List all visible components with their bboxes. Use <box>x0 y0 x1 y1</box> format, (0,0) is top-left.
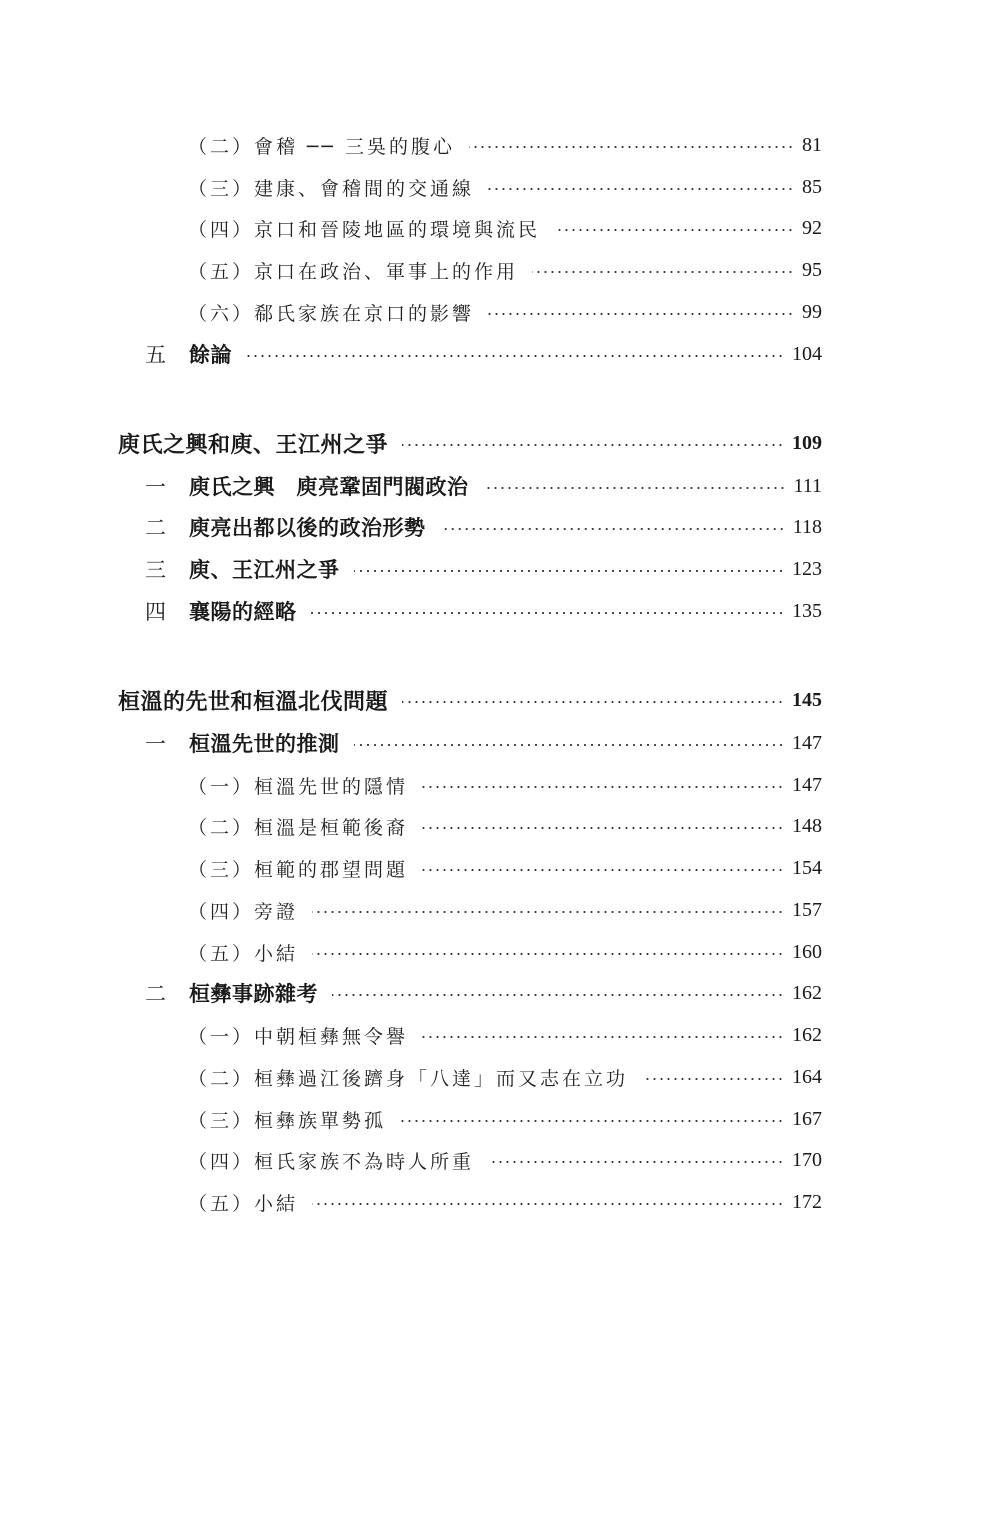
toc-page-number: 167 <box>792 1107 822 1130</box>
toc-entry[interactable] <box>145 593 822 629</box>
toc-entry[interactable] <box>188 1017 822 1053</box>
dot-leader <box>532 271 794 273</box>
toc-page-number: 172 <box>792 1190 822 1213</box>
toc-chapter-title: 庾氏之興和庾、王江州之爭 <box>118 431 389 458</box>
toc-entry-title: （三）桓範的郡望問題 <box>188 858 409 881</box>
toc-page-number: 157 <box>792 898 822 921</box>
toc-entry-title: 庾、王江州之爭 <box>189 557 340 582</box>
toc-page-number: 160 <box>792 940 822 963</box>
section-number: 二 <box>145 982 166 1006</box>
dot-leader <box>488 188 794 190</box>
toc-page-number: 81 <box>802 133 822 156</box>
toc-page-number: 135 <box>792 599 822 622</box>
toc-page-number: 95 <box>802 258 822 281</box>
dot-leader <box>469 146 794 148</box>
toc-entry[interactable] <box>188 934 822 970</box>
toc-entry[interactable] <box>145 468 822 504</box>
toc-page-number: 162 <box>792 1023 822 1046</box>
toc-entry[interactable] <box>145 725 822 761</box>
toc-entry[interactable] <box>188 210 822 246</box>
toc-page-number: 109 <box>792 431 822 454</box>
toc-page-number: 123 <box>792 557 822 580</box>
toc-entry-title: 襄陽的經略 <box>189 599 297 624</box>
dot-leader <box>440 528 785 530</box>
toc-entry-title: （四）京口和晉陵地區的環境與流民 <box>188 218 541 241</box>
toc-entry-title: （一）桓溫先世的隱情 <box>188 775 409 798</box>
dot-leader <box>483 487 786 489</box>
toc-entry-title: （五）小結 <box>188 1192 299 1215</box>
dot-leader <box>402 444 784 446</box>
toc-entry[interactable] <box>188 252 822 288</box>
toc-entry-title: （五）京口在政治、軍事上的作用 <box>188 260 519 283</box>
dot-leader <box>422 786 784 788</box>
toc-entry-title: （四）旁證 <box>188 900 299 923</box>
toc-entry-title: （三）建康、會稽間的交通線 <box>188 177 475 200</box>
toc-entry[interactable] <box>188 169 822 205</box>
toc-entry-title: （二）會稽 ── 三吳的腹心 <box>188 135 455 158</box>
dot-leader <box>422 869 784 871</box>
toc-entry-title: （三）桓彝族單勢孤 <box>188 1109 387 1132</box>
toc-entry[interactable] <box>188 294 822 330</box>
dot-leader <box>311 612 785 614</box>
toc-entry[interactable] <box>145 551 822 587</box>
section-number: 四 <box>145 600 166 624</box>
toc-page-number: 162 <box>792 981 822 1004</box>
toc-page-number: 147 <box>792 773 822 796</box>
toc-chapter-title: 桓溫的先世和桓溫北伐問題 <box>118 688 389 715</box>
toc-page-number: 145 <box>792 688 822 711</box>
toc-page-number: 170 <box>792 1148 822 1171</box>
toc-page-number: 104 <box>792 342 822 365</box>
toc-entry[interactable] <box>188 892 822 928</box>
dot-leader <box>354 744 785 746</box>
toc-entry-title: 桓彝事跡雜考 <box>189 981 318 1006</box>
toc-page-number: 111 <box>793 474 822 497</box>
dot-leader <box>312 911 784 913</box>
toc-page-number: 148 <box>792 814 822 837</box>
toc-chapter-entry[interactable] <box>118 682 822 718</box>
section-number: 三 <box>145 558 166 582</box>
section-number: 二 <box>145 516 166 540</box>
dot-leader <box>422 827 784 829</box>
toc-page-number: 85 <box>802 175 822 198</box>
toc-entry-title: （四）桓氏家族不為時人所重 <box>188 1150 475 1173</box>
dot-leader <box>422 1036 784 1038</box>
toc-entry[interactable] <box>188 850 822 886</box>
toc-entry-title: 庾氏之興 庾亮鞏固門閥政治 <box>189 474 469 499</box>
toc-entry-title: 庾亮出都以後的政治形勢 <box>189 515 426 540</box>
toc-page-number: 154 <box>792 856 822 879</box>
toc-entry[interactable] <box>188 1142 822 1178</box>
section-number: 五 <box>145 343 166 367</box>
toc-entry[interactable] <box>188 767 822 803</box>
toc-entry[interactable] <box>145 975 822 1011</box>
dot-leader <box>312 953 784 955</box>
dot-leader <box>554 229 794 231</box>
dot-leader <box>402 701 784 703</box>
toc-entry[interactable] <box>145 509 822 545</box>
toc-entry-title: （二）桓溫是桓範後裔 <box>188 816 409 839</box>
toc-entry[interactable] <box>145 336 822 372</box>
toc-page-number: 118 <box>792 515 822 538</box>
dot-leader <box>400 1120 784 1122</box>
section-number: 一 <box>145 475 166 499</box>
toc-page-number: 164 <box>792 1065 822 1088</box>
toc-chapter-entry[interactable] <box>118 425 822 461</box>
toc-entry-title: 餘論 <box>189 342 232 367</box>
dot-leader <box>642 1078 784 1080</box>
toc-page-number: 147 <box>792 731 822 754</box>
toc-entry-title: （二）桓彝過江後躋身「八達」而又志在立功 <box>188 1067 629 1090</box>
toc-entry-title: 桓溫先世的推測 <box>189 731 340 756</box>
toc-entry-title: （六）郗氏家族在京口的影響 <box>188 302 475 325</box>
dot-leader <box>332 994 784 996</box>
section-number: 一 <box>145 732 166 756</box>
dot-leader <box>488 313 794 315</box>
dot-leader <box>354 570 785 572</box>
toc-entry-title: （五）小結 <box>188 942 299 965</box>
toc-entry[interactable] <box>188 808 822 844</box>
toc-entry[interactable] <box>188 1101 822 1137</box>
toc-page-number: 99 <box>802 300 822 323</box>
toc-entry[interactable] <box>188 1059 822 1095</box>
dot-leader <box>488 1161 784 1163</box>
dot-leader <box>246 355 784 357</box>
dot-leader <box>312 1203 784 1205</box>
toc-entry[interactable] <box>188 1184 822 1220</box>
toc-entry-title: （一）中朝桓彝無令譽 <box>188 1025 409 1048</box>
toc-entry[interactable] <box>188 127 822 163</box>
toc-page-number: 92 <box>802 216 822 239</box>
